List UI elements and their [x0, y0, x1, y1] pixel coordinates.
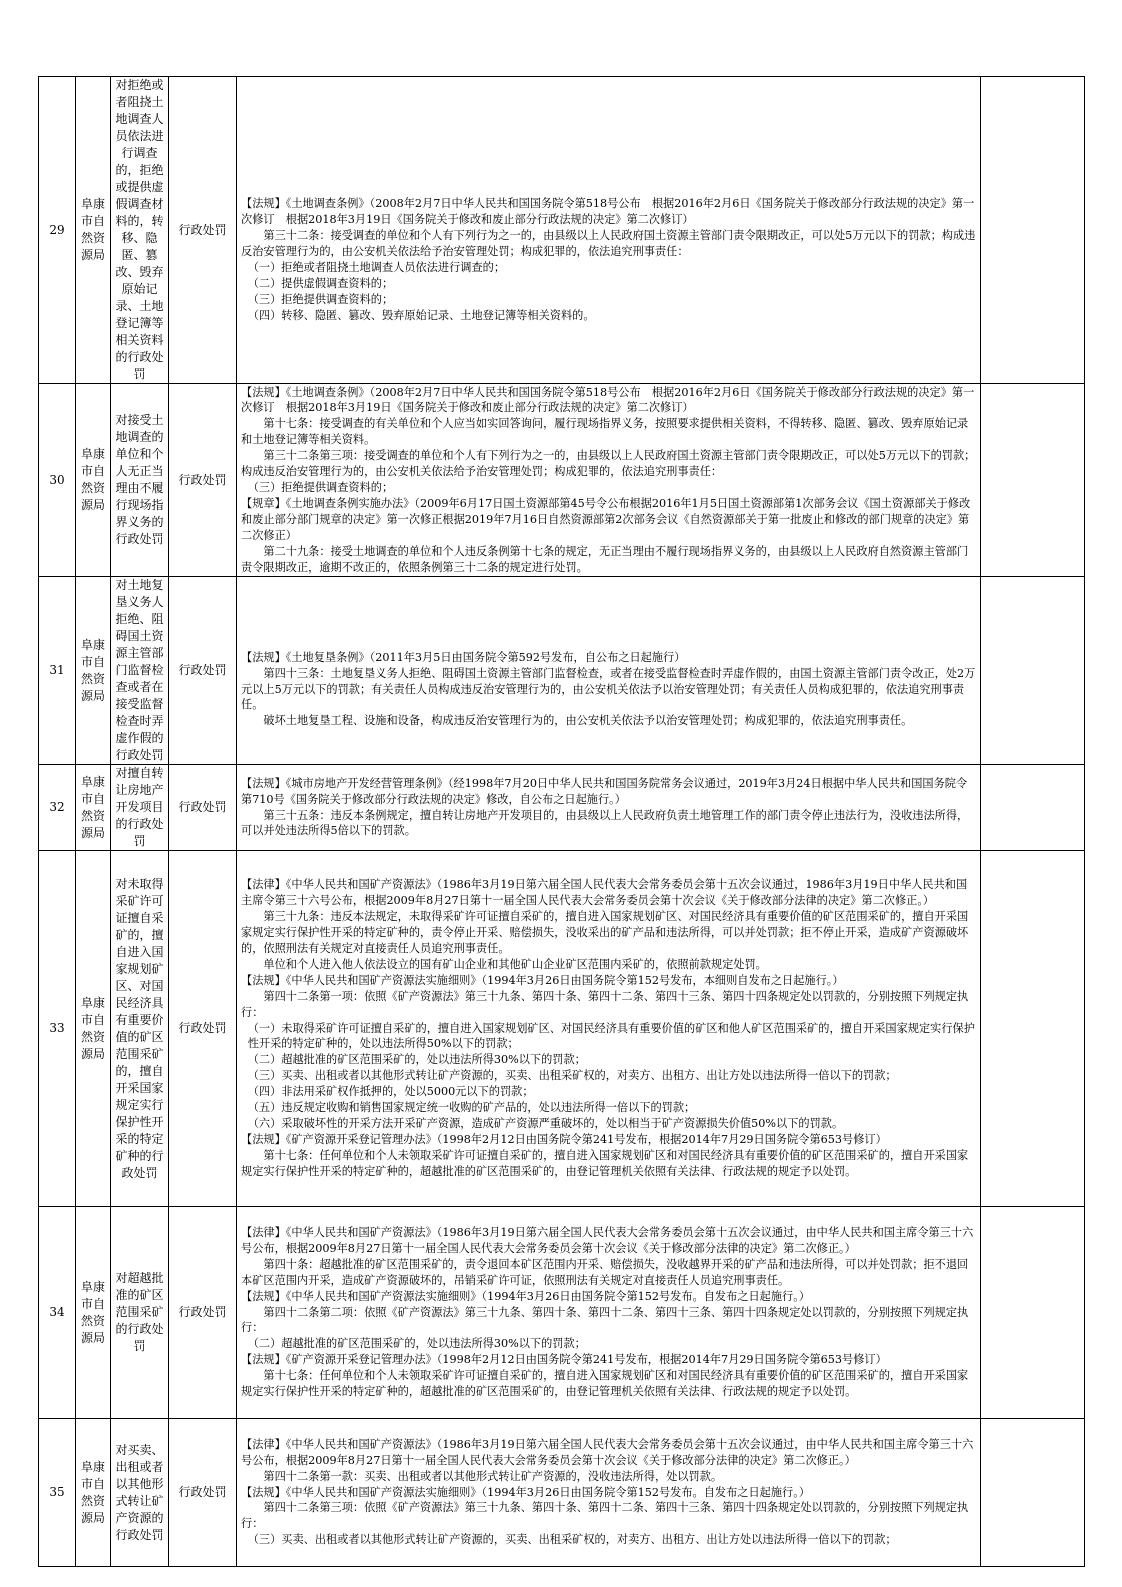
item-name-cell: 对未取得采矿许可证擅自采矿的，擅自进入国家规划矿区、对国民经济具有重要价值的矿区范围采矿的，擅自开采国家规定实行保护性开采的特定矿种的行政处罚 [111, 851, 169, 1207]
item-name-cell: 对接受土地调查的单位和个人无正当理由不履行现场指界义务的行政处罚 [111, 384, 169, 577]
legal-basis-text [241, 385, 976, 576]
legal-basis-text [241, 136, 976, 323]
item-name-cell: 对买卖、出租或者以其他形式转让矿产资源的行政处罚 [111, 1419, 169, 1567]
legal-basis-paragraph: 【法规】《土地复垦条例》（2011年3月5日由国务院令第592号发布，自公布之日起施行） [241, 650, 686, 664]
penalty-type-cell: 行政处罚 [169, 1207, 237, 1419]
penalty-type-cell: 行政处罚 [169, 384, 237, 577]
row-number: 34 [39, 1207, 76, 1419]
item-name-cell: 对拒绝或者阻挠土地调查人员依法进行调查的，拒绝或提供虚假调查材料的，转移、隐匿、篡改、毁弃原始记录、土地登记簿等相关资料的行政处罚 [111, 77, 169, 384]
department-cell: 阜康市自然资源局 [76, 1207, 111, 1419]
legal-basis-paragraph: （六）采取破坏性的开采方法开采矿产资源，造成矿产资源严重破坏的，处以相当于矿产资源损失价值50%以下的罚款。 [247, 1116, 844, 1130]
legal-basis-text [241, 1225, 976, 1400]
remark-cell [981, 77, 1085, 384]
legal-basis-paragraph: （四）非法用采矿权作抵押的，处以5000元以下的罚款； [247, 1085, 534, 1099]
legal-basis-cell [237, 765, 981, 851]
department-cell: 阜康市自然资源局 [76, 577, 111, 765]
legal-basis-text [241, 877, 976, 1179]
legal-basis-cell [237, 1419, 981, 1567]
row-number: 35 [39, 1419, 76, 1567]
legal-basis-cell [237, 851, 981, 1207]
legal-basis-paragraph: 【法律】《中华人民共和国矿产资源法》（1986年3月19日第六届全国人民代表大会常务委员会第十五次会议通过，由中华人民共和国主席令第三十六号公布，根据2009年8月27日第十一届全国人民代表大会常务委员会第十次会议《关于修改部分法律的决定》第二次修正。） [241, 1226, 974, 1255]
row-number: 30 [39, 384, 76, 577]
remark-cell [981, 765, 1085, 851]
legal-basis-paragraph: 第四十二条第一款：买卖、出租或者以其他形式转让矿产资源的，没收违法所得，处以罚款。 [263, 1469, 723, 1483]
penalty-type-cell: 行政处罚 [169, 851, 237, 1207]
legal-basis-paragraph: 【法规】《中华人民共和国矿产资源法实施细则》（1994年3月26日由国务院令第152号发布，本细则自发布之日起施行。） [241, 973, 844, 987]
table-row [39, 851, 1085, 1207]
legal-basis-paragraph: 第十七条：任何单位和个人未领取采矿许可证擅自采矿的，擅自进入国家规划矿区和对国民经济具有重要价值的矿区范围采矿的，擅自开采国家规定实行保护性开采的特定矿种的，超越批准的矿区范围采矿的，由登记管理机关依照有关法律、行政法规的规定予以处罚。 [241, 1148, 969, 1178]
legal-basis-paragraph: 【法规】《中华人民共和国矿产资源法实施细则》（1994年3月26日由国务院令第152号发布。自发布之日起施行。） [241, 1485, 811, 1499]
legal-basis-paragraph: 【法规】《矿产资源开采登记管理办法》（1998年2月12日由国务院令第241号发布，根据2014年7月29日国务院令第653号修订） [241, 1353, 887, 1367]
legal-basis-paragraph: 第四十二条第一项：依照《矿产资源法》第三十九条、第四十条、第四十二条、第四十三条、第四十四条规定处以罚款的，分别按照下列规定执行： [241, 989, 969, 1019]
legal-basis-paragraph: 第四十条：超越批准的矿区范围采矿的，责令退回本矿区范围内开采、赔偿损失，没收越界开采的矿产品和违法所得，可以并处罚款；拒不退回本矿区范围内开采，造成矿产资源破坏的，吊销采矿许可证，依照刑法有关规定对直接责任人员追究刑事责任。 [241, 1257, 969, 1287]
legal-basis-paragraph: （五）违反规定收购和销售国家规定统一收购的矿产品的，处以违法所得一倍以下的罚款； [247, 1101, 696, 1115]
table-row [39, 577, 1085, 765]
row-number: 31 [39, 577, 76, 765]
department-cell: 阜康市自然资源局 [76, 384, 111, 577]
penalty-type-cell: 行政处罚 [169, 1419, 237, 1567]
legal-basis-paragraph: 第三十二条：接受调查的单位和个人有下列行为之一的，由县级以上人民政府国土资源主管部门责令限期改正，可以处5万元以下的罚款；构成违反治安管理行为的，由公安机关依法给予治安管理处罚；构成犯罪的，依法追究刑事责任： [241, 229, 976, 259]
legal-basis-text [241, 776, 976, 840]
legal-basis-text [241, 1437, 976, 1548]
row-number: 32 [39, 765, 76, 851]
penalty-type-cell: 行政处罚 [169, 77, 237, 384]
legal-basis-paragraph: 第四十二条第三项：依照《矿产资源法》第三十九条、第四十条、第四十二条、第四十三条、第四十四条规定处以罚款的，分别按照下列规定执行： [241, 1501, 969, 1531]
legal-basis-paragraph: 【法规】《土地调查条例》（2008年2月7日中华人民共和国国务院令第518号公布 根据2016年2月6日《国务院关于修改部分行政法规的决定》第一次修订 根据2018年3月19日《国务院关于修改和废止部分行政法规的决定》第二次修订） [241, 385, 975, 415]
table-row [39, 765, 1085, 851]
item-name-cell: 对擅自转让房地产开发项目的行政处罚 [111, 765, 169, 851]
legal-basis-paragraph: 第三十五条：违反本条例规定，擅自转让房地产开发项目的，由县级以上人民政府负责土地管理工作的部门责令停止违法行为，没收违法所得，可以并处违法所得5倍以下的罚款。 [241, 808, 969, 838]
legal-basis-paragraph: 第二十九条：接受土地调查的单位和个人违反条例第十七条的规定，无正当理由不履行现场指界义务的，由县级以上人民政府自然资源主管部门责令限期改正，逾期不改正的，依照条例第三十二条的规定进行处罚。 [241, 544, 969, 574]
remark-cell [981, 577, 1085, 765]
legal-basis-paragraph: 第三十九条：违反本法规定，未取得采矿许可证擅自采矿的，擅自进入国家规划矿区、对国民经济具有重要价值的矿区范围采矿的，擅自开采国家规定实行保护性开采的特定矿种的，责令停止开采、赔偿损失，没收采出的矿产品和违法所得，可以并处罚款；拒不停止开采，造成矿产资源破坏的，依照刑法有关规定对直接责任人员追究刑事责任。 [241, 910, 969, 956]
table-row [39, 384, 1085, 577]
legal-basis-cell [237, 384, 981, 577]
row-number: 29 [39, 77, 76, 384]
legal-basis-paragraph: 单位和个人进入他人依法设立的国有矿山企业和其他矿山企业矿区范围内采矿的，依照前款规定处罚。 [263, 957, 767, 971]
legal-basis-paragraph: 【规章】《土地调查条例实施办法》（2009年6月17日国土资源部第45号令公布根据2016年1月5日国土资源部第1次部务会议《国土资源部关于修改和废止部分部门规章的决定》第一次修正根据2019年7月16日自然资源部第2次部务会议《自然资源部关于第一批废止和修改的部门规章的决定》第二次修正） [241, 496, 971, 542]
legal-basis-paragraph: （一）未取得采矿许可证擅自采矿的，擅自进入国家规划矿区、对国民经济具有重要价值的矿区和他人矿区范围采矿的，擅自开采国家规定实行保护性开采的特定矿种的，处以违法所得50%以下的罚款； [247, 1021, 975, 1051]
department-cell: 阜康市自然资源局 [76, 851, 111, 1207]
remark-cell [981, 1419, 1085, 1567]
legal-basis-paragraph: 【法律】《中华人民共和国矿产资源法》（1986年3月19日第六届全国人民代表大会常务委员会第十五次会议通过，1986年3月19日中华人民共和国主席令第三十六号公布，根据2009年8月27日第十一届全国人民代表大会常务委员会第十次会议《关于修改部分法律的决定》第二次修正。） [241, 878, 968, 908]
legal-basis-paragraph: （二）超越批准的矿区范围采矿的，处以违法所得30%以下的罚款； [247, 1337, 586, 1351]
legal-basis-paragraph: （三）拒绝提供调查资料的； [247, 292, 394, 306]
item-name-cell: 对土地复垦义务人拒绝、阻碍国土资源主管部门监督检查或者在接受监督检查时弄虚作假的行政处罚 [111, 577, 169, 765]
remark-cell [981, 1207, 1085, 1419]
remark-cell [981, 384, 1085, 577]
row-number: 33 [39, 851, 76, 1207]
legal-basis-paragraph: 【法律】《中华人民共和国矿产资源法》（1986年3月19日第六届全国人民代表大会常务委员会第十五次会议通过，由中华人民共和国主席令第三十六号公布，根据2009年8月27日第十一届全国人民代表大会常务委员会第十次会议《关于修改部分法律的决定》第二次修正。） [241, 1437, 974, 1467]
legal-basis-paragraph: 破坏土地复垦工程、设施和设备，构成违反治安管理行为的，由公安机关依法予以治安管理处罚；构成犯罪的，依法追究刑事责任。 [263, 714, 913, 728]
item-name-cell: 对超越批准的矿区范围采矿的行政处罚 [111, 1207, 169, 1419]
table-row [39, 1207, 1085, 1419]
legal-basis-text [241, 612, 976, 730]
department-cell: 阜康市自然资源局 [76, 765, 111, 851]
legal-basis-cell [237, 77, 981, 384]
legal-basis-paragraph: 第十七条：任何单位和个人未领取采矿许可证擅自采矿的，擅自进入国家规划矿区和对国民经济具有重要价值的矿区范围采矿的，擅自开采国家规定实行保护性开采的特定矿种的，超越批准的矿区范围采矿的，由登记管理机关依照有关法律、行政法规的规定予以处罚。 [241, 1369, 969, 1399]
legal-basis-paragraph: 【法规】《城市房地产开发经营管理条例》（经1998年7月20日中华人民共和国国务院常务会议通过，2019年3月24日根据中华人民共和国国务院令第710号《国务院关于修改部分行政法规的决定》修改，自公布之日起施行。） [241, 776, 968, 806]
penalty-table [38, 76, 1085, 1567]
department-cell: 阜康市自然资源局 [76, 77, 111, 384]
penalty-type-cell: 行政处罚 [169, 765, 237, 851]
legal-basis-paragraph: 【法规】《中华人民共和国矿产资源法实施细则》（1994年3月26日由国务院令第152号发布。自发布之日起施行。） [241, 1289, 811, 1303]
penalty-type-cell: 行政处罚 [169, 577, 237, 765]
department-cell: 阜康市自然资源局 [76, 1419, 111, 1567]
legal-basis-paragraph: 第三十二条第三项：接受调查的单位和个人有下列行为之一的，由县级以上人民政府国土资源主管部门责令限期改正，可以处5万元以下的罚款；构成违反治安管理行为的，由公安机关依法给予治安管理处罚；构成犯罪的，依法追究刑事责任： [241, 449, 976, 479]
remark-cell [981, 851, 1085, 1207]
legal-basis-paragraph: （二）超越批准的矿区范围采矿的，处以违法所得30%以下的罚款； [247, 1053, 586, 1067]
legal-basis-cell [237, 577, 981, 765]
legal-basis-paragraph: （三）买卖、出租或者以其他形式转让矿产资源的，买卖、出租采矿权的，对卖方、出租方、出让方处以违法所得一倍以下的罚款； [247, 1533, 897, 1547]
table-body [39, 77, 1085, 1567]
legal-basis-cell [237, 1207, 981, 1419]
legal-basis-paragraph: 第四十三条：土地复垦义务人拒绝、阻碍国土资源主管部门监督检查，或者在接受监督检查时弄虚作假的，由国土资源主管部门责令改正，处2万元以上5万元以下的罚款；有关责任人员构成违反治安管理行为的，由公安机关依法予以治安管理处罚；有关责任人员构成犯罪的，依法追究刑事责任。 [241, 666, 976, 712]
legal-basis-paragraph: （四）转移、隐匿、篡改、毁弃原始记录、土地登记簿等相关资料的。 [247, 308, 595, 322]
legal-basis-paragraph: 第四十二条第二项：依照《矿产资源法》第三十九条、第四十条、第四十二条、第四十三条、第四十四条规定处以罚款的，分别按照下列规定执行： [241, 1305, 969, 1335]
legal-basis-paragraph: 【法规】《矿产资源开采登记管理办法》（1998年2月12日由国务院令第241号发布，根据2014年7月29日国务院令第653号修订） [241, 1132, 887, 1146]
legal-basis-paragraph: 第十七条：接受调查的有关单位和个人应当如实回答询问，履行现场指界义务，按照要求提供相关资料，不得转移、隐匿、篡改、毁弃原始记录和土地登记簿等相关资料。 [241, 417, 969, 447]
legal-basis-paragraph: （一）拒绝或者阻挠土地调查人员依法进行调查的； [247, 261, 506, 274]
legal-basis-paragraph: （三）买卖、出租或者以其他形式转让矿产资源的，买卖、出租采矿权的，对卖方、出租方、出让方处以违法所得一倍以下的罚款； [247, 1069, 897, 1083]
table-row [39, 1419, 1085, 1567]
legal-basis-paragraph: 【法规】《土地调查条例》（2008年2月7日中华人民共和国国务院令第518号公布 根据2016年2月6日《国务院关于修改部分行政法规的决定》第一次修订 根据2018年3月19日《国务院关于修改和废止部分行政法规的决定》第二次修订） [241, 197, 975, 227]
legal-basis-paragraph: （三）拒绝提供调查资料的； [247, 481, 394, 494]
table-row [39, 77, 1085, 384]
legal-basis-paragraph: （二）提供虚假调查资料的； [247, 276, 394, 290]
